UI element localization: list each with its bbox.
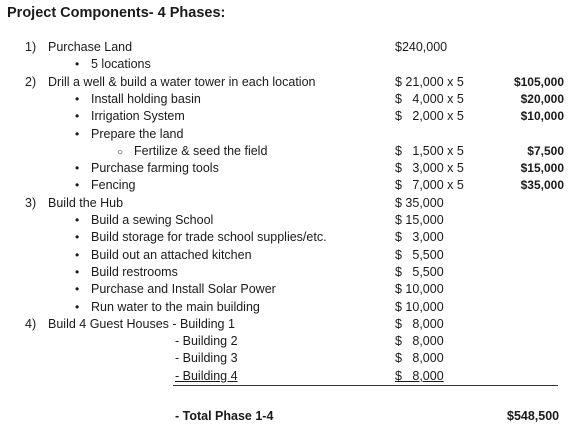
- bullet-icon: •: [75, 126, 80, 141]
- row-cost: $ 8,000: [395, 368, 444, 383]
- row-number: 4): [25, 316, 37, 331]
- row-label: Purchase and Install Solar Power: [91, 282, 276, 297]
- row-label: Drill a well & build a water tower in each location: [48, 74, 316, 89]
- row-cost: $240,000: [395, 40, 448, 54]
- bullet-icon: •: [75, 161, 80, 176]
- row-label: Build the Hub: [48, 195, 124, 210]
- row-label: - Building 3: [175, 351, 238, 366]
- row-cost: $ 21,000 x 5: [395, 74, 464, 89]
- row-number: 2): [25, 74, 37, 89]
- row-label: Build 4 Guest Houses - Building 1: [48, 316, 235, 331]
- row-total: $15,000: [520, 161, 564, 176]
- row-cost: $ 15,000: [395, 213, 444, 227]
- row-cost: $ 3,000: [395, 230, 444, 245]
- row-label: Build out an attached kitchen: [91, 247, 252, 262]
- document-title: Project Components- 4 Phases:: [7, 5, 226, 21]
- grand-total-value: $548,500: [507, 409, 560, 423]
- row-total: $20,000: [520, 91, 564, 106]
- bullet-icon: •: [75, 299, 80, 314]
- row-label: Irrigation System: [91, 109, 185, 124]
- row-number: 3): [25, 195, 37, 210]
- row-total: $10,000: [520, 109, 564, 124]
- row-label: Build restrooms: [91, 264, 178, 279]
- row-cost: $ 10,000: [395, 282, 444, 297]
- bullet-icon: •: [75, 230, 80, 245]
- total-divider: [173, 385, 558, 386]
- row-cost: $ 5,500: [395, 247, 444, 262]
- row-total: $105,000: [513, 74, 564, 89]
- row-total: $35,000: [520, 178, 564, 193]
- row-number: 1): [25, 40, 37, 54]
- bullet-icon: •: [75, 264, 80, 279]
- row-cost: $ 1,500 x 5: [395, 143, 464, 158]
- bullet-icon: •: [75, 213, 80, 227]
- row-label: Prepare the land: [91, 126, 184, 141]
- row-cost: $ 5,500: [395, 264, 444, 279]
- row-cost: $ 35,000: [395, 195, 444, 210]
- row-cost: $ 8,000: [395, 334, 444, 349]
- row-label: Install holding basin: [91, 91, 201, 106]
- bullet-icon: •: [75, 57, 80, 72]
- row-cost: $ 10,000: [395, 299, 444, 314]
- circle-bullet-icon: ○: [117, 146, 124, 158]
- row-cost: $ 8,000: [395, 351, 444, 366]
- row-cost: $ 3,000 x 5: [395, 161, 464, 176]
- bullet-icon: •: [75, 178, 80, 193]
- bullet-icon: •: [75, 247, 80, 262]
- row-label: Run water to the main building: [91, 299, 260, 314]
- row-cost: $ 2,000 x 5: [395, 109, 464, 124]
- row-cost: $ 8,000: [395, 316, 444, 331]
- bullet-icon: •: [75, 91, 80, 106]
- row-label: 5 locations: [91, 57, 151, 72]
- row-label: - Building 4: [175, 368, 238, 383]
- row-cost: $ 7,000 x 5: [395, 178, 464, 193]
- row-label: Build storage for trade school supplies/etc.: [91, 230, 327, 245]
- bullet-icon: •: [75, 282, 80, 297]
- row-label: Purchase Land: [48, 40, 133, 54]
- bullet-icon: •: [75, 109, 80, 124]
- row-label: Fertilize & seed the field: [134, 143, 268, 158]
- row-label: Fencing: [91, 178, 136, 193]
- row-label: - Building 2: [175, 334, 238, 349]
- row-total: $7,500: [527, 143, 564, 158]
- grand-total-label: - Total Phase 1-4: [175, 409, 274, 423]
- row-cost: $ 4,000 x 5: [395, 91, 464, 106]
- row-label: Purchase farming tools: [91, 161, 219, 176]
- row-label: Build a sewing School: [91, 213, 214, 227]
